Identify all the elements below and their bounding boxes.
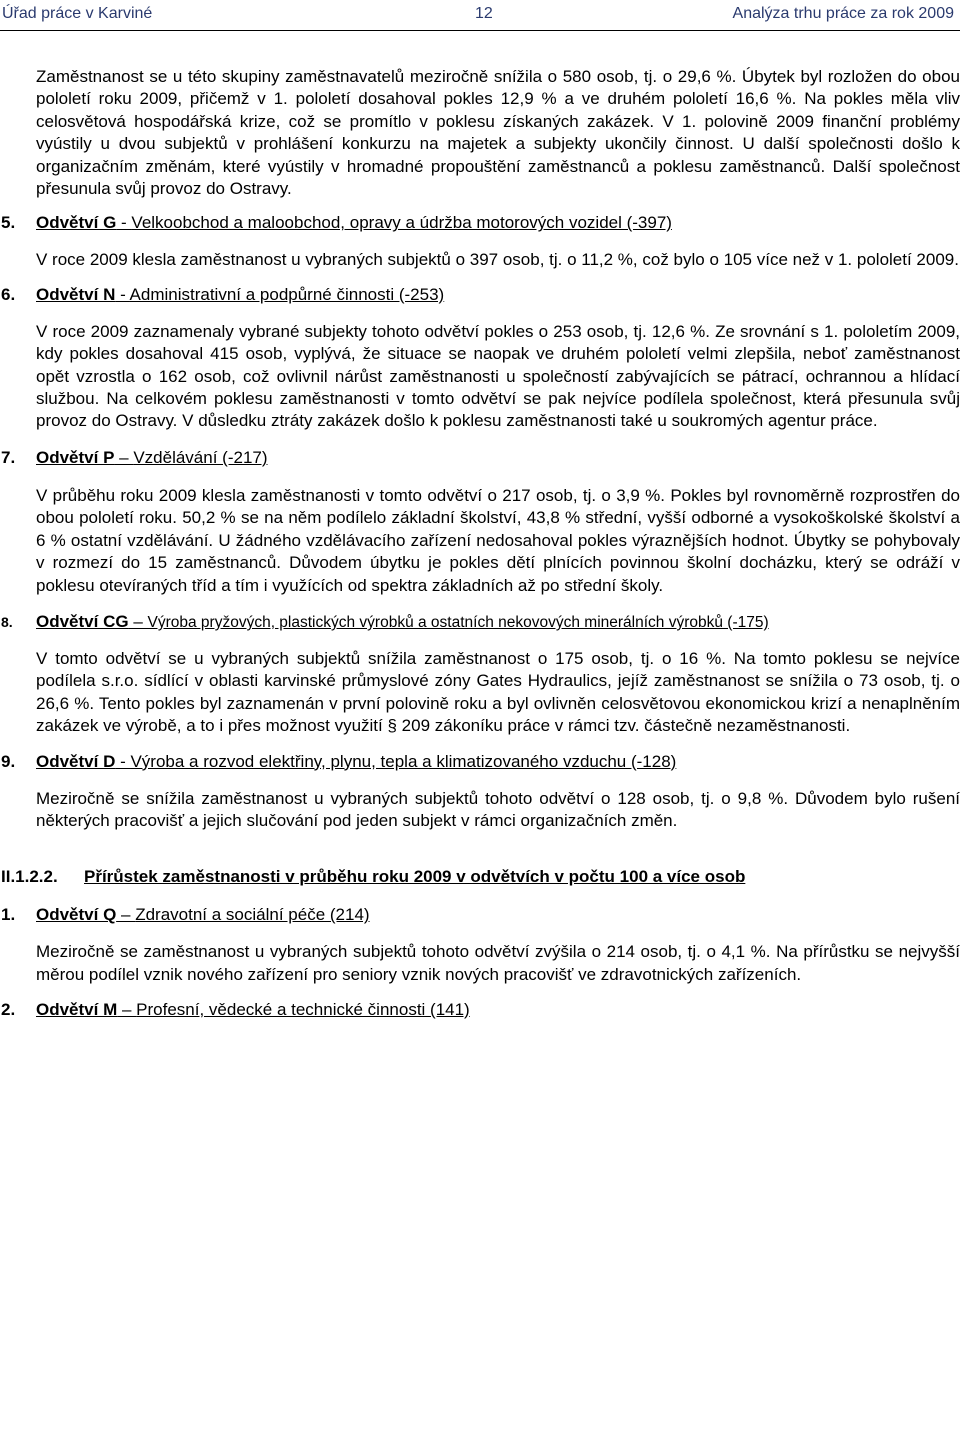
section-paragraph-d: Meziročně se snížila zaměstnanost u vybraných subjektů tohoto odvětví o 128 osob, tj. o 9,8 %. Důvodem bylo rušení některých pracovišť a jejich slučování pod jeden subjekt v rámci organizačních změn.: [36, 788, 960, 830]
section-number: 9.: [1, 751, 16, 771]
section-paragraph-g: V roce 2009 klesla zaměstnanost u vybraných subjektů o 397 osob, tj. o 11,2 %, což bylo o 105 více než v 1. pololetí 2009.: [36, 250, 959, 270]
section-heading-p: [0, 446, 960, 470]
header-page-number: 12: [475, 5, 493, 22]
section-paragraph-n: V roce 2009 zaznamenaly vybrané subjekty tohoto odvětví pokles o 253 osob, tj. 12,6 %. Ze srovnání s 1. pololetím 2009, kdy pokles dosahoval 415 osob, vyplývá, že situace se naopak ve druhém pololetí velmi zlepšila, neboť zaměstnanost opět vzrostla o 162 osob, což ovlivnil nárůst zaměstnanosti u společností zabývajících se pátrací, ochrannou a hlídací službou. Na celkovém poklesu zaměstnanosti v tomto odvětví se pak nejvíce podílela společnost, která přesunula svůj provoz do Ostravy. V důsledku ztráty zakázek došlo k poklesu zaměstnanosti také u soukromých agentur práce.: [36, 321, 960, 431]
section-paragraph-q: Meziročně se zaměstnanost u vybraných subjektů tohoto odvětví zvýšila o 214 osob, tj. o 4,1 %. Na přírůstku se nejvyšší měrou podílel vznik nového zařízení pro seniory vznik nových pracovišť ve zdravotnických zařízeních.: [36, 942, 960, 984]
section-heading-n: [0, 283, 960, 307]
section-number: 7.: [1, 447, 16, 467]
page-header: [0, 0, 960, 31]
section-heading-cg: [0, 610, 960, 634]
document-body: [0, 66, 960, 1022]
intro-paragraph: Zaměstnanost se u této skupiny zaměstnavatelů meziročně snížila o 580 osob, tj. o 29,6 %. Úbytek byl rozložen do obou pololetí roku 2009, přičemž v 1. pololetí dosahoval pokles 12,9 % a ve druhém pololetí 16,6 %. Na pokles měla vliv celosvětová hospodářská krize, což se promítlo v poklesu získaných zakázek. V 1. polovině 2009 finanční problémy vyústily u dvou subjektů v prohlášení konkurzu na majetek a subjekty ukončily činnost. U další společnosti došlo k organizačním změnám, které vyústily v hromadné propouštění zaměstnanců a poklesu zaměstnanců. Další společnost přesunula svůj provoz do Ostravy.: [36, 67, 960, 199]
header-office-name: Úřad práce v Karviné: [2, 5, 153, 22]
section-title: Odvětví P – Vzdělávání (-217): [36, 447, 268, 467]
chapter-code: II.1.2.2.: [1, 867, 58, 887]
section-number: 8.: [1, 613, 13, 630]
header-document-title: Analýza trhu práce za rok 2009: [732, 5, 954, 22]
section-number: 6.: [1, 284, 16, 304]
section-title: Odvětví CG – Výroba pryžových, plastických výrobků a ostatních nekovových minerálních výrobků (-175): [36, 611, 769, 631]
section-number: 2.: [1, 1000, 16, 1020]
section-number: 5.: [1, 213, 16, 233]
section-title: Odvětví G - Velkoobchod a maloobchod, opravy a údržba motorových vozidel (-397): [36, 213, 672, 233]
section-number: 1.: [1, 905, 16, 925]
section-heading-d: [0, 750, 960, 774]
section-paragraph-p: V průběhu roku 2009 klesla zaměstnanosti v tomto odvětví o 217 osob, tj. o 3,9 %. Pokles byl rovnoměrně rozprostřen do obou pololetí roku. 50,2 % se na něm podílelo základní školství, 43,8 % střední, vyšší odborné a vysokoškolské školství a 6 % ostatní vzdělávání. U žádného vzdělávacího zařízení nedosahoval pokles výraznějších hodnot. Úbytky se pohybovaly v rozmezí do 15 zaměstnanců. Důvodem úbytku je pokles dětí plnících povinnou školní docházku, který se odráží v poklesu otevíraných tříd a tím i využících od spektra základních až po střední školy.: [36, 485, 960, 595]
section-title: Odvětví M – Profesní, vědecké a technické činnosti (141): [36, 1000, 470, 1020]
section-paragraph-cg: V tomto odvětví se u vybraných subjektů snížila zaměstnanost o 175 osob, tj. o 16 %. Na tomto poklesu se nejvíce podílela s.r.o. sídlící v oblasti karvinské průmyslové zóny Gates Hydraulics, jejíž zaměstnanost se snížila o 73 osob, tj. o 26,6 %. Tento pokles byl zaznamenán v první polovině roku a byl ovlivněn celosvětovou ekonomickou krizí a nenaplněním zakázek ve výrobě, a to i přes možnost využití § 209 zákoníku práce v rámci tzv. částečně nezaměstnanosti.: [36, 648, 960, 736]
section-title: Odvětví Q – Zdravotní a sociální péče (214): [36, 905, 370, 925]
section-title: Odvětví N - Administrativní a podpůrné činnosti (-253): [36, 284, 445, 304]
chapter-heading: [0, 865, 960, 889]
chapter-title: Přírůstek zaměstnanosti v průběhu roku 2009 v odvětvích v počtu 100 a více osob: [84, 867, 746, 887]
section-heading-g: [0, 211, 960, 235]
section-title: Odvětví D - Výroba a rozvod elektřiny, plynu, tepla a klimatizovaného vzduchu (-128): [36, 751, 677, 771]
section-heading-m: [0, 998, 960, 1022]
section-heading-q: [0, 903, 960, 927]
